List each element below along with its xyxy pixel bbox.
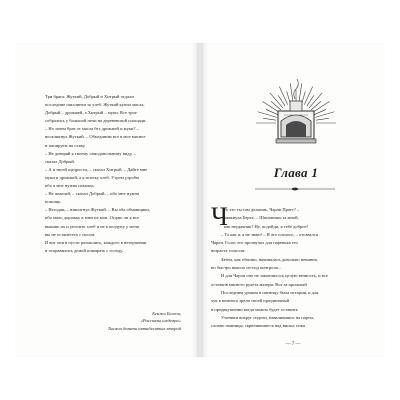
epigraph-line: ибо мало дорожку в многие мои. Отдаю ли я все — [45, 215, 139, 221]
epigraph-line: ибо я мне нужна помощь. — [45, 183, 95, 189]
chapter-body — [211, 202, 375, 330]
epigraph-line: – Негодяи, – взвилгнул Жуткий. – Вы оба обманщики, — [45, 207, 151, 213]
drop-cap: Ч — [211, 202, 228, 231]
oven-emblem-icon — [248, 73, 344, 157]
epigraph-line: – Не жмотий, – сказал Добрый, – ибо мне нужна — [45, 191, 139, 197]
epigraph-line: муки и дрожжей, а я испеку хлеб. Утром утробы — [45, 174, 140, 180]
attribution-line: «Рассказы шедевра» — [140, 318, 181, 324]
epigraph-line: Добрый – дрожжей, а Хитрый – муки. Все трое — [45, 110, 137, 116]
body-line: в предвкушении когда можно будет оставить — [211, 306, 298, 312]
page-number: — 7 — — [285, 342, 301, 347]
epigraph-line: и отправились демой помирать с голоду. — [45, 247, 124, 253]
epigraph-line: вы не останетесь с носом. — [45, 231, 96, 237]
epigraph-line: помощь. — [45, 199, 62, 205]
epigraph-line: выкинь их и уносить хлеб и не к колдуну у меня — [45, 223, 139, 229]
body-line: остатков мясного рулета матери. Вот за прошлый — [211, 281, 307, 287]
attribution-line: Бенжи Белгон, — [152, 311, 181, 316]
epigraph-line: И вот они в пусти разошлись, каждого в нетерпении — [45, 239, 147, 245]
ornament-divider-icon — [253, 186, 337, 192]
epigraph-line: – Но зачем брат от масла без дрожжей и муки? – — [45, 126, 139, 132]
body-line: словно пьяницы, скрючившиеся над виски, пока — [211, 323, 305, 329]
body-line: рявкнула Берта. – Шпионишь за мной, — [224, 215, 299, 221]
epigraph-line: и попируем на славу. — [45, 142, 86, 148]
right-page — [201, 43, 385, 357]
book-spread — [15, 43, 385, 357]
left-page — [15, 43, 199, 357]
epigraph — [45, 93, 179, 255]
epigraph-line: – Не доверяй я твоему самодовольному виду, – — [45, 150, 136, 156]
epigraph-line: последние шиллинги за хлеб. Жуткий купил масла, — [45, 102, 145, 108]
body-line: то это ты там делаешь, Чарли Пратт? – — [224, 207, 300, 212]
body-line: возраста голосом. — [211, 248, 246, 254]
epigraph-line: – А я твоей щедрости, – сказал Хитрый. – Дайте мне — [45, 166, 148, 172]
body-line: – То как я, я не знаю! – Я это плохого, – отозвался — [221, 231, 318, 237]
body-line: Затем, как обычно, начиналась довольно невинно, — [221, 256, 319, 262]
attribution-line: Тысяча девяти пятидесятых второй — [107, 325, 181, 331]
epigraph-line: сказал Добрый. — [45, 158, 75, 164]
body-line: хук в немного зрели своей праздничный — [211, 298, 290, 304]
body-line: Последним уроком в пятницу была история, и для — [221, 289, 319, 295]
epigraph-attribution — [108, 310, 181, 332]
body-line: Чарли. Голос его прозвучал для паренька его — [211, 240, 298, 246]
body-line: Ученики вокруг сидели, навалившись на парты, — [221, 314, 315, 320]
epigraph-line: воскликнул Жуткий. – Объединим все в мое мясное — [45, 134, 146, 140]
epigraph-line: Три брата: Жуткий, Добрый и Хитрый отдали — [45, 94, 134, 99]
body-line: как неудачник? Ну, подойди, я тебе доброе! — [224, 223, 309, 229]
body-line: но быстро вышло из-под контроля... — [211, 265, 282, 271]
body-line: И для Чарли оно не закончилось целую вечность, и все — [221, 273, 328, 279]
epigraph-line: собрались у большой печи на деревенской площади. — [45, 118, 147, 124]
chapter-title: Глава 1 — [273, 165, 319, 180]
